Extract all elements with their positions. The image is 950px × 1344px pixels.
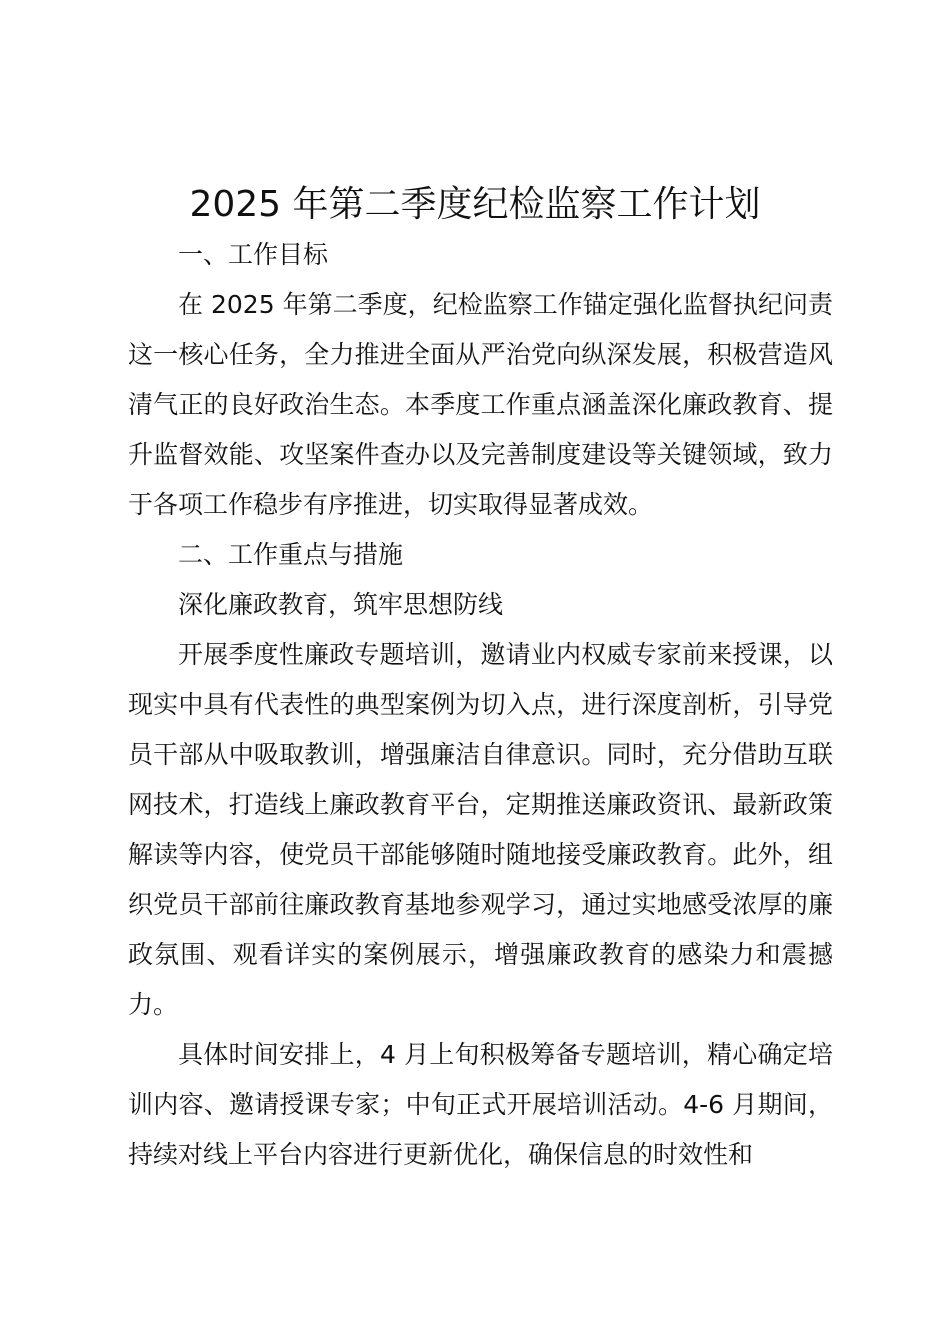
subsection-heading-education: 深化廉政教育，筑牢思想防线 xyxy=(178,590,504,619)
paragraph-goals: 在 2025 年第二季度，纪检监察工作锚定强化监督执纪问责这一核心任务，全力推进全面从严治党向纵深发展，积极营造风清气正的良好政治生态。本季度工作重点涵盖深化廉政教育、提升监督效能、攻坚案件查办以及完善制度建设等关键领域，致力于各项工作稳步有序推进，切实取得显著成效。 xyxy=(128,290,833,519)
document-title: 2025 年第二季度纪检监察工作计划 xyxy=(189,184,761,225)
document-body xyxy=(128,230,833,1180)
section-heading-goals: 一、工作目标 xyxy=(178,240,329,269)
paragraph-schedule: 具体时间安排上，4 月上旬积极筹备专题培训，精心确定培训内容、邀请授课专家；中旬正式开展培训活动。4-6 月期间，持续对线上平台内容进行更新优化，确保信息的时效性和 xyxy=(128,1040,833,1169)
section-heading-measures: 二、工作重点与措施 xyxy=(178,540,404,569)
paragraph-education: 开展季度性廉政专题培训，邀请业内权威专家前来授课，以现实中具有代表性的典型案例为切入点，进行深度剖析，引导党员干部从中吸取教训，增强廉洁自律意识。同时，充分借助互联网技术，打造线上廉政教育平台，定期推送廉政资讯、最新政策解读等内容，使党员干部能够随时随地接受廉政教育。此外，组织党员干部前往廉政教育基地参观学习，通过实地感受浓厚的廉政氛围、观看详实的案例展示，增强廉政教育的感染力和震撼力。 xyxy=(128,640,833,1019)
